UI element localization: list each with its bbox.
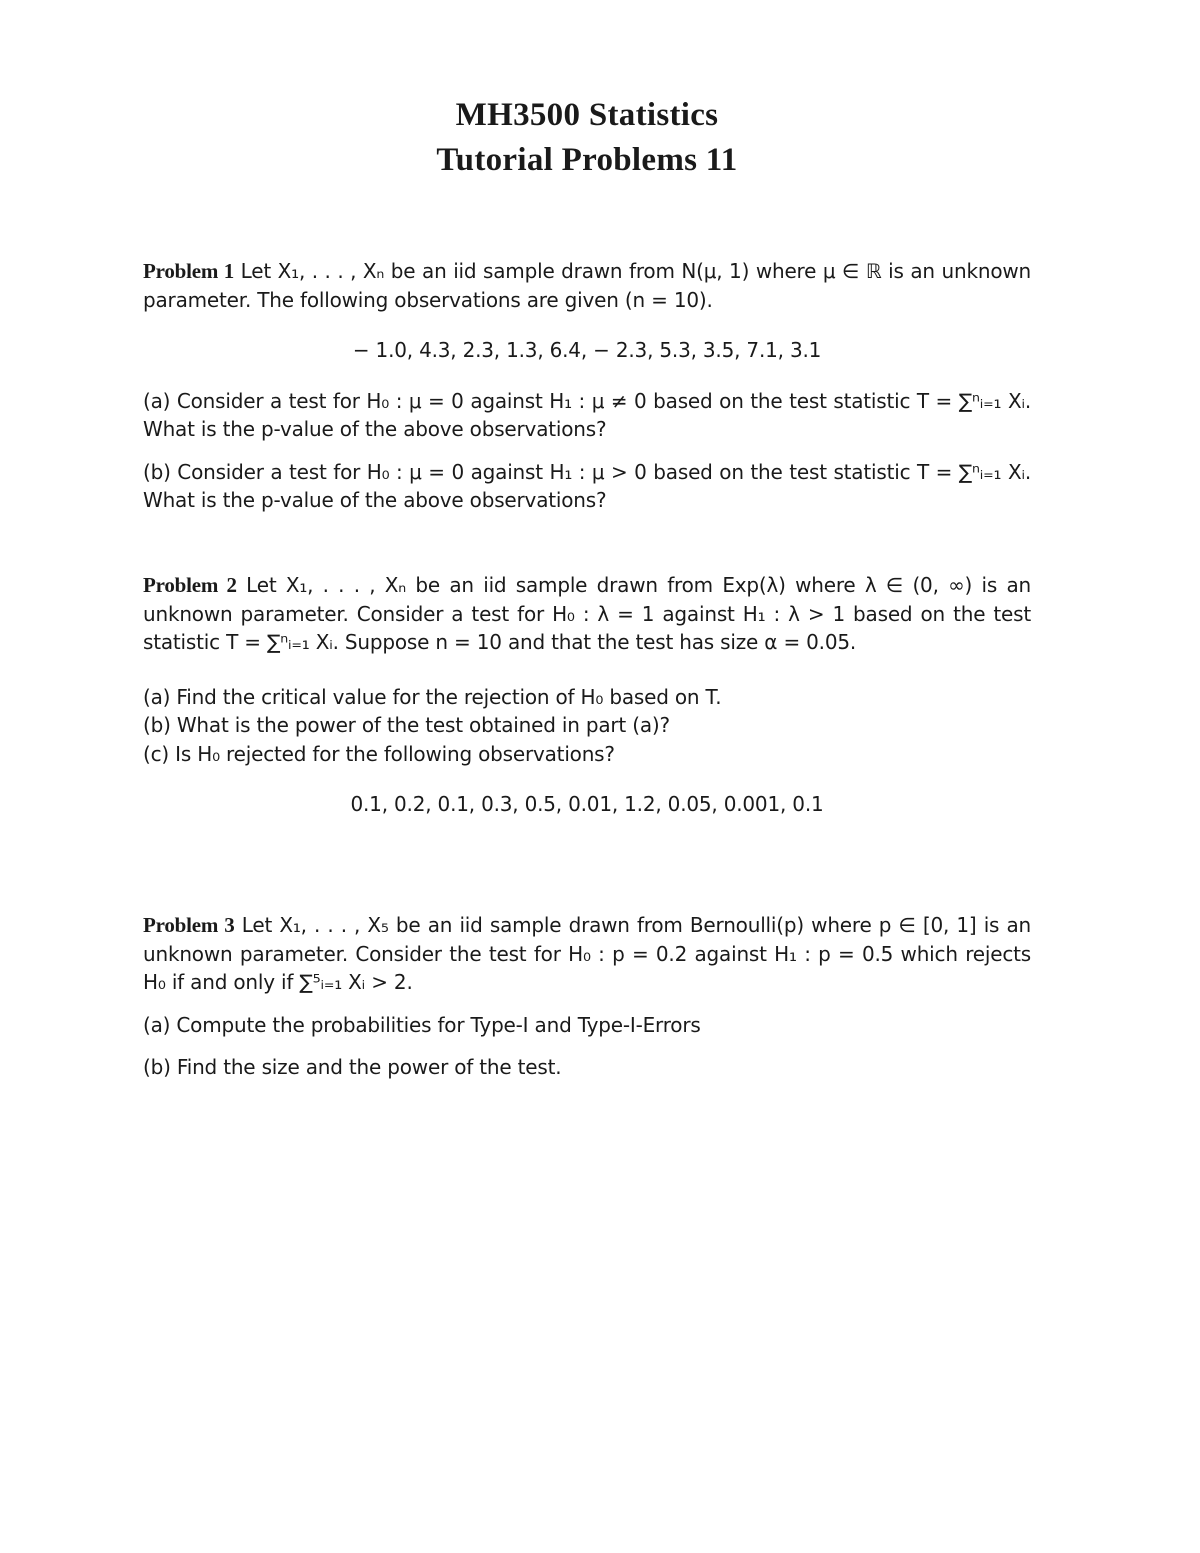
problem-1-intro-text: Let X₁, . . . , Xₙ be an iid sample drawn from N(μ, 1) where μ ∈ ℝ is an unknown parameter. The following observations are given (n = 10).: [143, 259, 1031, 312]
problem-2-part-c: (c) Is H₀ rejected for the following observations?: [143, 741, 615, 766]
problem-2-observations: 0.1, 0.2, 0.1, 0.3, 0.5, 0.01, 1.2, 0.05, 0.001, 0.1: [350, 792, 824, 816]
problem-3: [143, 911, 1031, 1082]
problem-2-heading: Problem 2: [143, 573, 237, 597]
problem-1: [143, 257, 1031, 515]
problem-2-part-b: (b) What is the power of the test obtained in part (a)?: [143, 713, 670, 737]
course-title: MH3500 Statistics: [455, 97, 719, 133]
problem-1-part-b: (b) Consider a test for H₀ : μ = 0 against H₁ : μ > 0 based on the test statistic T = ∑ⁿᵢ₌₁ Xᵢ. What is the p-value of the above observations?: [143, 459, 1031, 512]
problem-2: [143, 571, 1031, 819]
problem-3-heading: Problem 3: [143, 913, 235, 937]
problem-1-heading: Problem 1: [143, 259, 235, 283]
problem-3-part-b: (b) Find the size and the power of the test.: [143, 1055, 562, 1079]
problem-1-part-a: (a) Consider a test for H₀ : μ = 0 against H₁ : μ ≠ 0 based on the test statistic T = ∑ⁿᵢ₌₁ Xᵢ. What is the p-value of the above observations?: [143, 388, 1031, 441]
problem-3-intro-text: Let X₁, . . . , X₅ be an iid sample drawn from Bernoulli(p) where p ∈ [0, 1] is an unknown parameter. Consider the test for H₀ : p = 0.2 against H₁ : p = 0.5 which rejects H₀ if and only if ∑⁵ᵢ₌₁ Xᵢ > 2.: [143, 913, 1031, 994]
tutorial-title: Tutorial Problems 11: [436, 142, 738, 178]
problem-2-intro: [143, 571, 1031, 657]
problem-1-intro: [143, 257, 1031, 314]
problem-2-intro-text: Let X₁, . . . , Xₙ be an iid sample drawn from Exp(λ) where λ ∈ (0, ∞) is an unknown parameter. Consider a test for H₀ : λ = 1 against H₁ : λ > 1 based on the test statistic T = ∑ⁿᵢ₌₁ Xᵢ. Suppose n = 10 and that the test has size α = 0.05.: [143, 573, 1031, 654]
document-title: [143, 93, 1031, 183]
problem-2-part-a: (a) Find the critical value for the rejection of H₀ based on T.: [143, 684, 722, 709]
problem-3-part-a: (a) Compute the probabilities for Type-I and Type-I-Errors: [143, 1012, 701, 1037]
problem-3-intro: [143, 911, 1031, 997]
problem-1-observations: − 1.0, 4.3, 2.3, 1.3, 6.4, − 2.3, 5.3, 3.5, 7.1, 3.1: [352, 338, 822, 362]
